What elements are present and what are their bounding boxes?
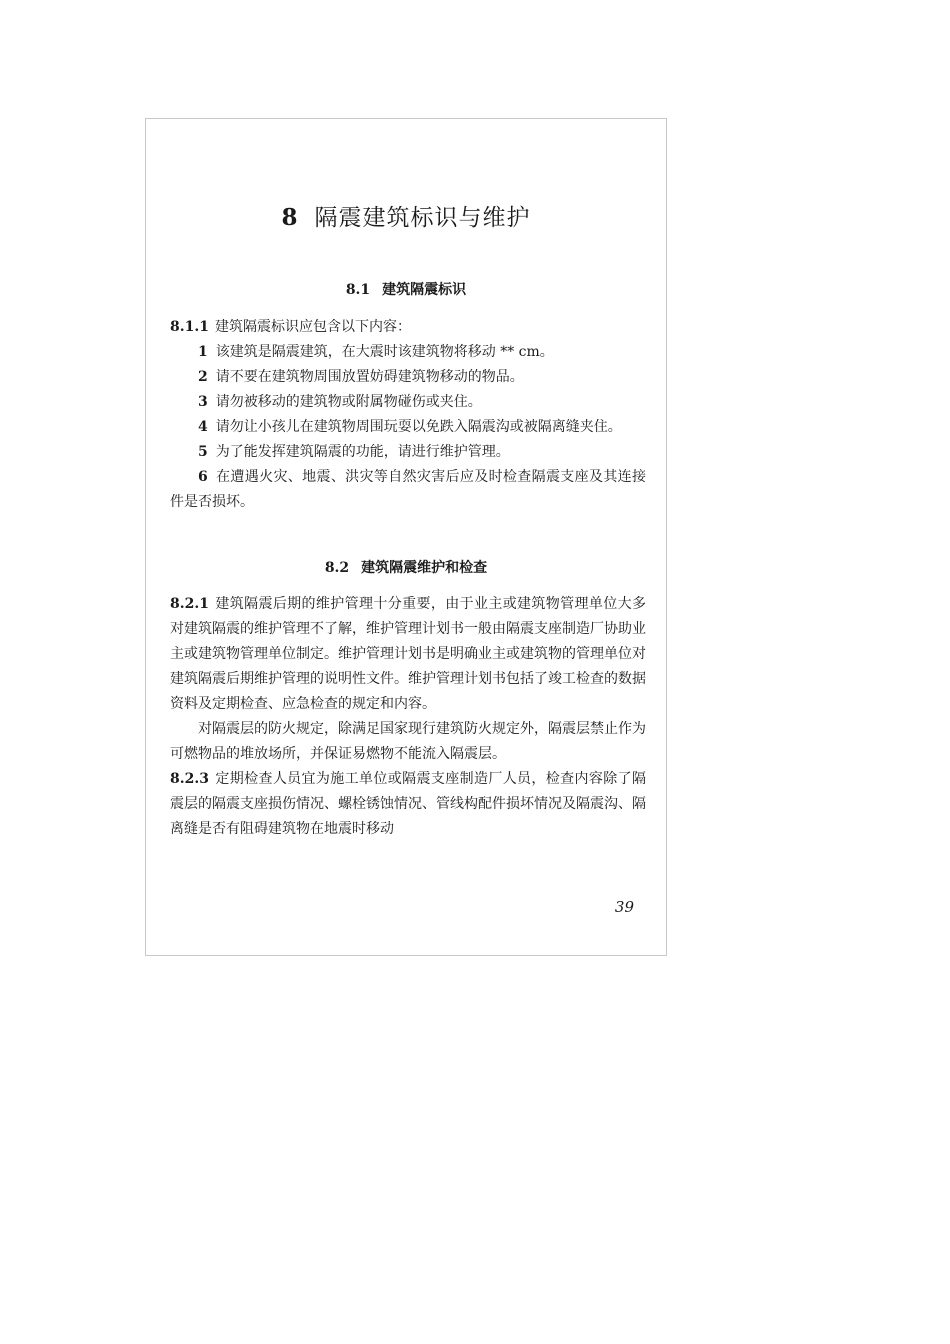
item-text: 请不要在建筑物周围放置妨碍建筑物移动的物品。 [215, 369, 524, 385]
clause-number: 8.1.1 [170, 319, 209, 335]
section-8-2-title: 建筑隔震维护和检查 [361, 560, 488, 576]
item-text: 请勿被移动的建筑物或附属物碰伤或夹住。 [215, 394, 482, 410]
chapter-title-text: 隔震建筑标识与维护 [314, 205, 531, 231]
list-item-3 [170, 390, 646, 415]
section-8-1-number: 8.1 [345, 282, 371, 298]
paragraph-fire-protection: 对隔震层的防火规定，除满足国家现行建筑防火规定外，隔震层禁止作为可燃物品的堆放场所，并保证易燃物不能流入隔震层。 [170, 721, 646, 762]
item-text: 该建筑是隔震建筑，在大震时该建筑物将移动 ** cm。 [215, 344, 554, 360]
item-number: 6 [198, 469, 208, 485]
clause-text: 建筑隔震后期的维护管理十分重要，由于业主或建筑物管理单位大多对建筑隔震的维护管理不了解，维护管理计划书一般由隔震支座制造厂协助业主或建筑物管理单位制定。维护管理计划书是明确业主或建筑物的管理单位对建筑隔震后期维护管理的说明性文件。维护管理计划书包括了竣工检查的数据资料及定期检查、应急检查的规定和内容。 [170, 596, 646, 712]
item-text: 请勿让小孩儿在建筑物周围玩耍以免跌入隔震沟或被隔离缝夹住。 [215, 419, 622, 435]
item-number: 4 [198, 419, 208, 435]
clause-text: 定期检查人员宜为施工单位或隔震支座制造厂人员，检查内容除了隔震层的隔震支座损伤情况、螺栓锈蚀情况、管线构配件损坏情况及隔震沟、隔离缝是否有阻碍建筑物在地震时移动 [170, 771, 646, 837]
chapter-number: 8 [281, 204, 299, 231]
page-number: 39 [614, 898, 634, 916]
list-item-2 [170, 365, 646, 390]
list-item-4 [170, 415, 646, 440]
clause-8-1-1 [170, 315, 646, 340]
list-item-1 [170, 340, 646, 365]
section-8-1-body [170, 315, 646, 515]
section-8-2-number: 8.2 [324, 560, 350, 576]
section-8-2-body [170, 592, 646, 842]
section-8-2-heading [146, 557, 666, 577]
section-8-1-heading [146, 279, 666, 299]
item-number: 3 [198, 394, 208, 410]
item-text: 为了能发挥建筑隔震的功能，请进行维护管理。 [215, 444, 510, 460]
list-item-6 [170, 465, 646, 515]
list-item-5 [170, 440, 646, 465]
item-number: 1 [198, 344, 208, 360]
chapter-title [146, 199, 666, 232]
item-number: 2 [198, 369, 208, 385]
item-number: 5 [198, 444, 208, 460]
clause-number: 8.2.3 [170, 771, 209, 787]
item-text: 在遭遇火灾、地震、洪灾等自然灾害后应及时检查隔震支座及其连接件是否损坏。 [170, 469, 646, 510]
clause-text: 建筑隔震标识应包含以下内容： [214, 319, 411, 335]
clause-number: 8.2.1 [170, 596, 209, 612]
clause-8-2-3 [170, 767, 646, 842]
clause-8-2-1 [170, 592, 646, 717]
section-8-1-title: 建筑隔震标识 [382, 282, 467, 298]
document-page [145, 118, 667, 956]
